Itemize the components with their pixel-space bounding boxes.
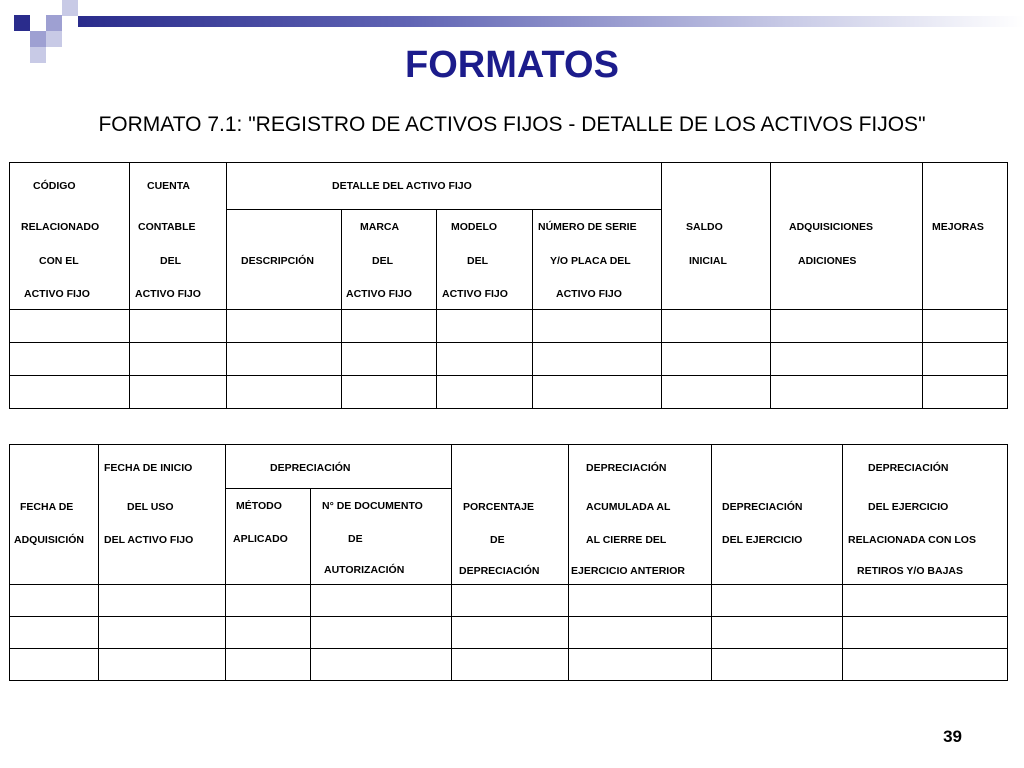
page-number: 39	[943, 727, 962, 746]
table-cell	[311, 649, 452, 681]
deco-gradient-bar	[78, 16, 1024, 27]
table-cell	[226, 649, 311, 681]
table-cell	[452, 649, 569, 681]
header-codigo: CÓDIGO RELACIONADO CON EL ACTIVO FIJO	[10, 163, 130, 310]
table-cell	[662, 310, 771, 343]
header-mejoras: MEJORAS	[923, 163, 1008, 310]
table-row	[10, 649, 1008, 681]
table-cell	[771, 376, 923, 409]
table-cell	[227, 376, 342, 409]
deco-square	[46, 15, 62, 31]
table-cell	[843, 585, 1008, 617]
page-subtitle: FORMATO 7.1: "REGISTRO DE ACTIVOS FIJOS - DETALLE DE LOS ACTIVOS FIJOS"	[98, 113, 926, 136]
header-adquisiciones: ADQUISICIONES ADICIONES	[771, 163, 923, 310]
table-row	[10, 376, 1008, 409]
table-cell	[843, 617, 1008, 649]
table-cell	[923, 343, 1008, 376]
deco-square	[14, 15, 30, 31]
table-row	[10, 617, 1008, 649]
table-cell	[342, 310, 437, 343]
table-cell	[437, 376, 533, 409]
table-cell	[437, 310, 533, 343]
table-cell	[10, 585, 99, 617]
table-cell	[452, 617, 569, 649]
header-fecha-adquisicion: FECHA DE ADQUISICIÓN	[10, 445, 99, 585]
header-marca: MARCA DEL ACTIVO FIJO	[342, 210, 437, 310]
page-title: FORMATOS	[405, 44, 619, 86]
table-cell	[662, 343, 771, 376]
table-cell	[843, 649, 1008, 681]
table-cell	[130, 310, 227, 343]
table-cell	[771, 310, 923, 343]
table-cell	[311, 585, 452, 617]
table-cell	[227, 343, 342, 376]
table-cell	[533, 376, 662, 409]
table-cell	[99, 617, 226, 649]
table-cell	[10, 343, 130, 376]
table-cell	[533, 310, 662, 343]
table-cell	[10, 376, 130, 409]
table-cell	[771, 343, 923, 376]
header-porcentaje: PORCENTAJE DE DEPRECIACIÓN	[452, 445, 569, 585]
table-cell	[712, 585, 843, 617]
table-cell	[227, 310, 342, 343]
header-numero-serie: NÚMERO DE SERIE Y/O PLACA DEL ACTIVO FIJO	[533, 210, 662, 310]
table-cell	[712, 649, 843, 681]
header-depreciacion-group: DEPRECIACIÓN	[226, 445, 452, 489]
header-depreciacion-acumulada: DEPRECIACIÓN ACUMULADA AL AL CIERRE DEL EJERCICIO ANTERIOR	[569, 445, 712, 585]
table-cell	[923, 376, 1008, 409]
header-depreciacion-retiros: DEPRECIACIÓN DEL EJERCICIO RELACIONADA CON LOS RETIROS Y/O BAJAS	[843, 445, 1008, 585]
table-cell	[712, 617, 843, 649]
table-cell	[342, 376, 437, 409]
header-modelo: MODELO DEL ACTIVO FIJO	[437, 210, 533, 310]
table-cell	[342, 343, 437, 376]
table-row	[10, 343, 1008, 376]
table-cell	[130, 343, 227, 376]
table-cell	[130, 376, 227, 409]
header-documento: N° DE DOCUMENTO DE AUTORIZACIÓN	[311, 489, 452, 585]
table-cell	[226, 617, 311, 649]
depreciation-table	[9, 444, 1008, 681]
table-cell	[569, 649, 712, 681]
table-cell	[662, 376, 771, 409]
header-saldo: SALDO INICIAL	[662, 163, 771, 310]
table-cell	[10, 617, 99, 649]
fixed-assets-detail-table	[9, 162, 1008, 409]
table-cell	[226, 585, 311, 617]
table-cell	[569, 585, 712, 617]
header-metodo: MÉTODO APLICADO	[226, 489, 311, 585]
table-cell	[311, 617, 452, 649]
table-cell	[99, 649, 226, 681]
header-cuenta: CUENTA CONTABLE DEL ACTIVO FIJO	[130, 163, 227, 310]
table-cell	[10, 649, 99, 681]
table-cell	[10, 310, 130, 343]
table-cell	[437, 343, 533, 376]
deco-square	[62, 0, 78, 16]
header-descripcion: DESCRIPCIÓN	[227, 210, 342, 310]
table-cell	[533, 343, 662, 376]
table-row	[10, 310, 1008, 343]
header-fecha-inicio-uso: FECHA DE INICIO DEL USO DEL ACTIVO FIJO	[99, 445, 226, 585]
table-cell	[923, 310, 1008, 343]
header-depreciacion-ejercicio: DEPRECIACIÓN DEL EJERCICIO	[712, 445, 843, 585]
table-cell	[452, 585, 569, 617]
table-row	[10, 585, 1008, 617]
header-detalle-activo: DETALLE DEL ACTIVO FIJO	[227, 163, 662, 210]
table-cell	[569, 617, 712, 649]
table-cell	[99, 585, 226, 617]
